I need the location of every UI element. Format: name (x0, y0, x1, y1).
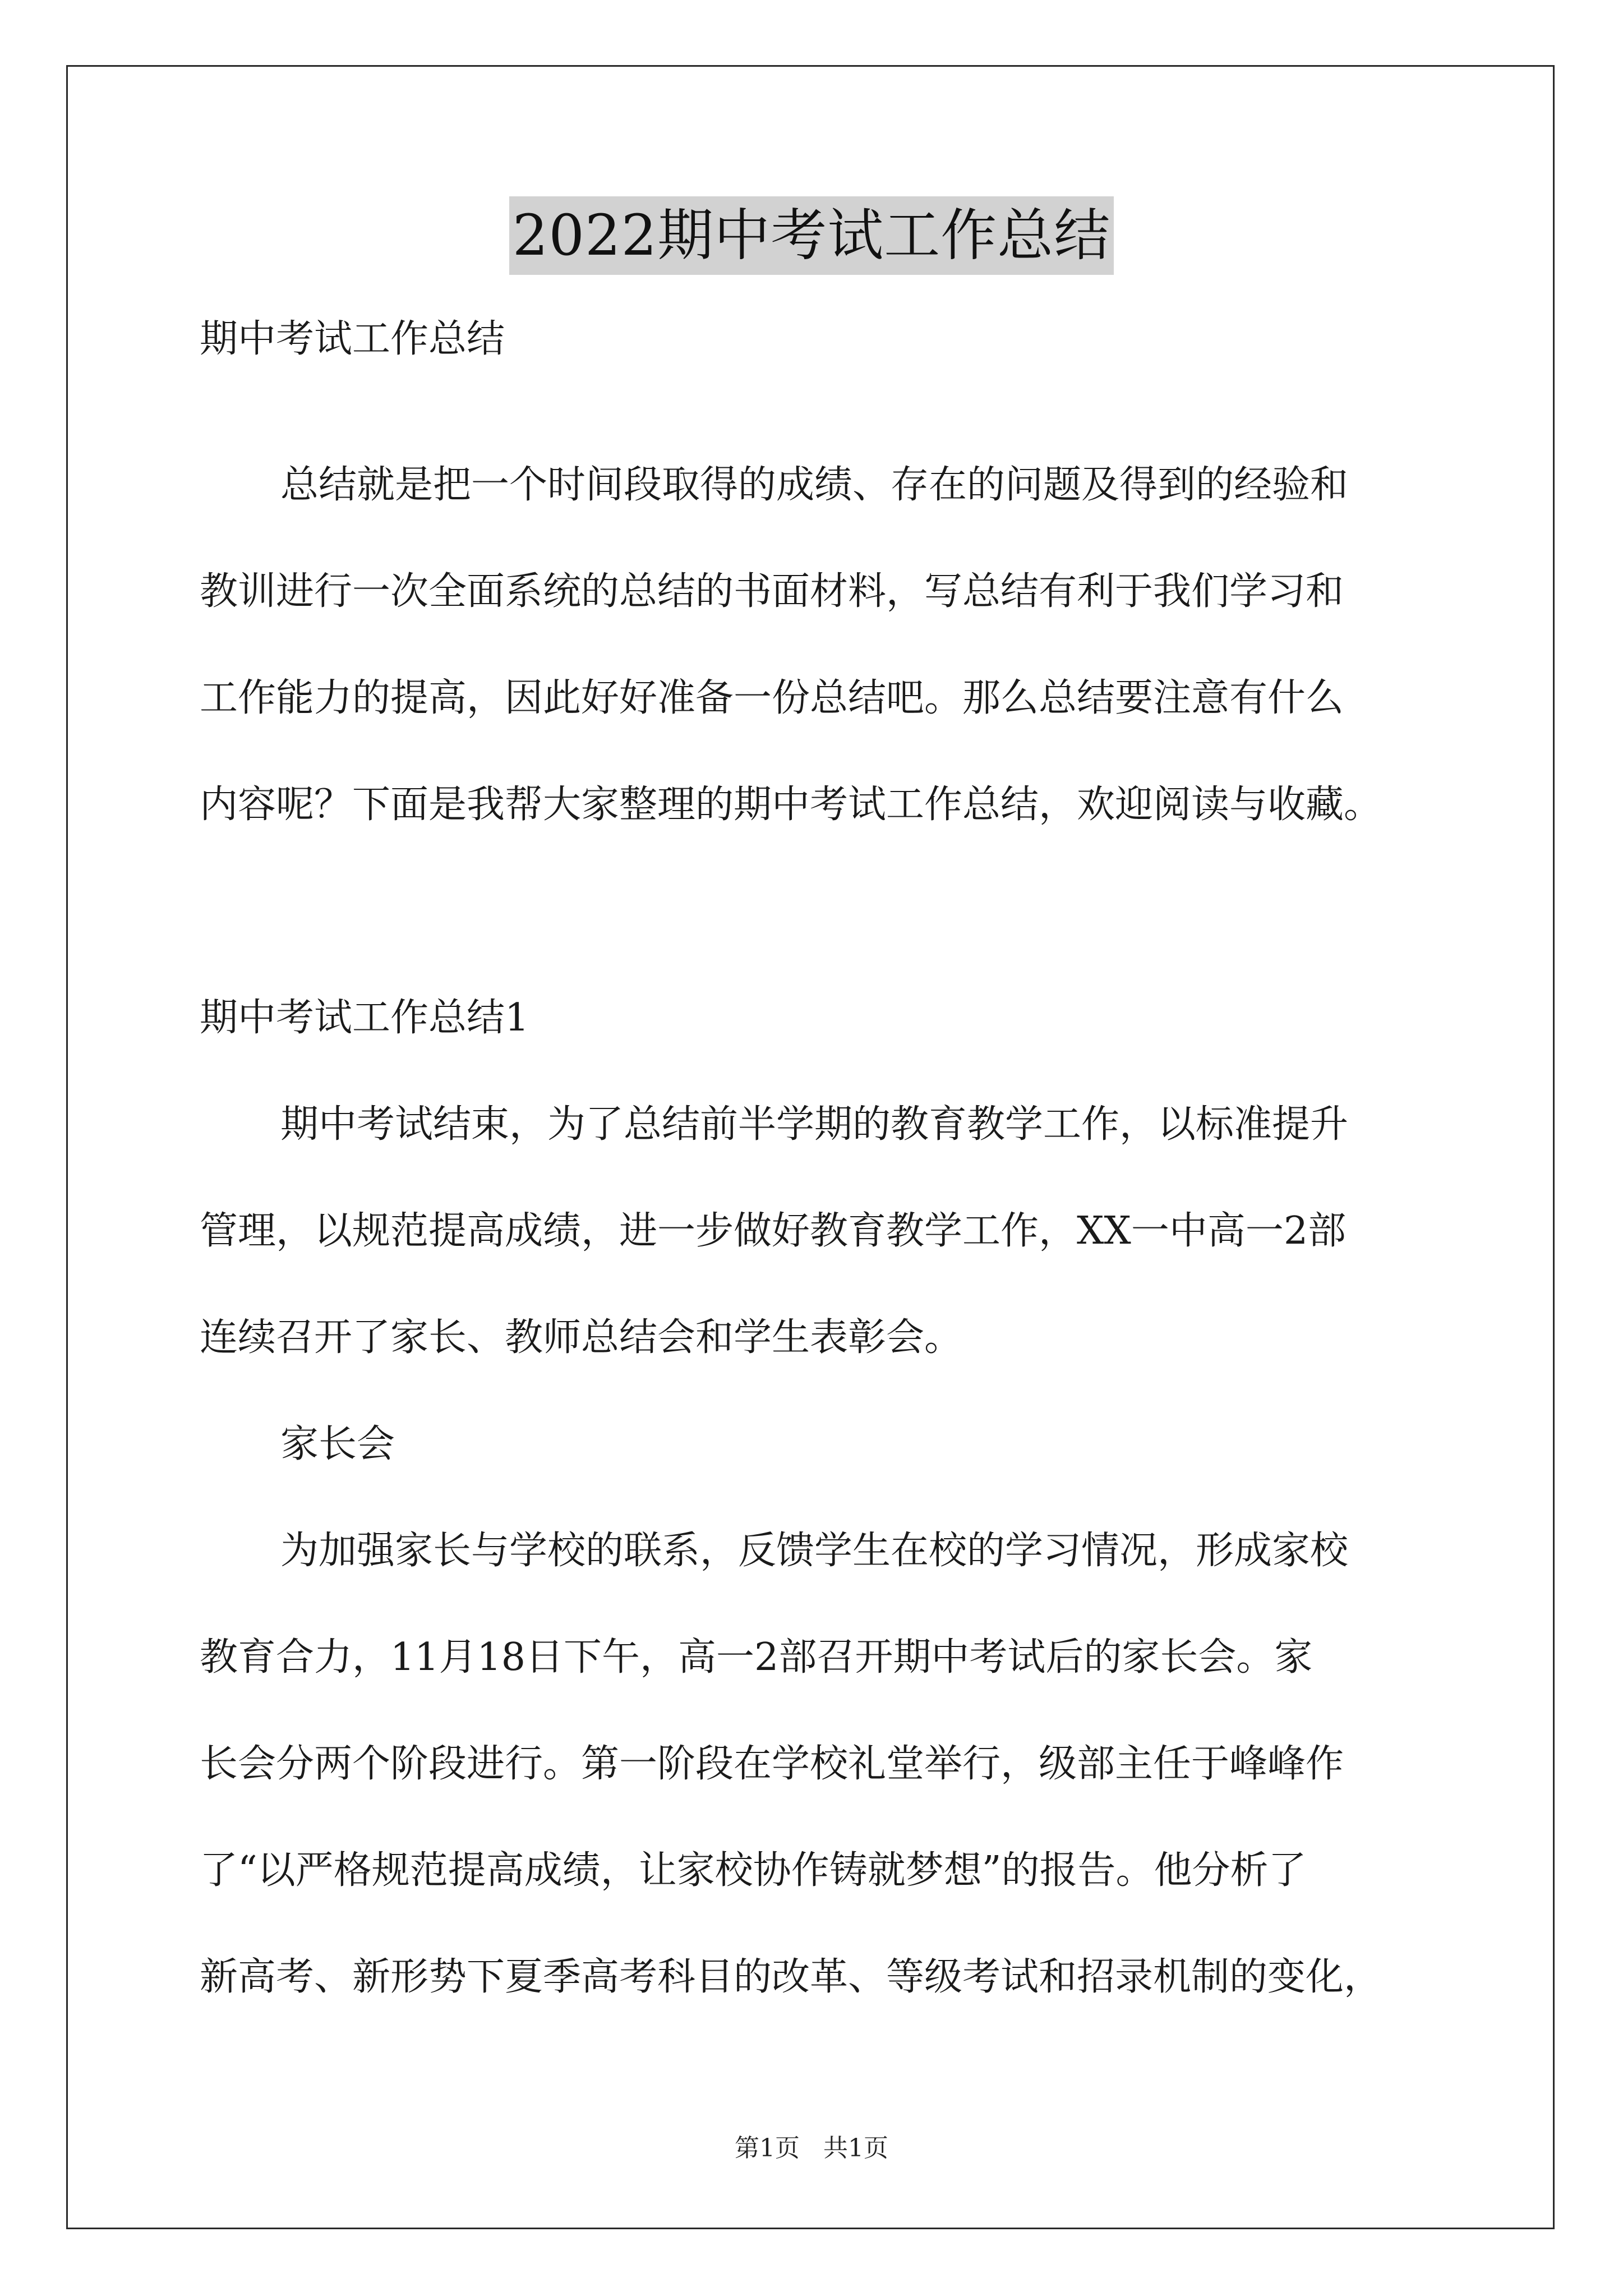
section-heading: 期中考试工作总结1 (200, 996, 529, 1040)
paragraph-line: 教育合力，11月18日下午，高一2部召开期中考试后的家长会。家 (200, 1635, 1313, 1680)
paragraph-line: 期中考试结束，为了总结前半学期的教育教学工作，以标准提升 (280, 1102, 1349, 1147)
paragraph-line: 新高考、新形势下夏季高考科目的改革、等级考试和招录机制的变化， (200, 1955, 1382, 1999)
paragraph-line: 总结就是把一个时间段取得的成绩、存在的问题及得到的经验和 (280, 463, 1349, 507)
paragraph-line: 工作能力的提高，因此好好准备一份总结吧。那么总结要注意有什么 (200, 676, 1344, 720)
paragraph-line: 内容呢？下面是我帮大家整理的期中考试工作总结，欢迎阅读与收藏。 (200, 783, 1382, 827)
section-heading: 期中考试工作总结 (200, 317, 505, 361)
subheading: 家长会 (280, 1422, 395, 1466)
page-total: 共1页 (823, 2134, 888, 2162)
paragraph-line: 了“以严格规范提高成绩，让家校协作铸就梦想”的报告。他分析了 (200, 1848, 1307, 1893)
document-title: 2022期中考试工作总结 (509, 196, 1114, 275)
page-number: 第1页 (735, 2134, 800, 2162)
page-footer (0, 2132, 1623, 2165)
paragraph-line: 为加强家长与学校的联系，反馈学生在校的学习情况，形成家校 (280, 1529, 1349, 1573)
paragraph-line: 长会分两个阶段进行。第一阶段在学校礼堂举行，级部主任于峰峰作 (200, 1742, 1344, 1786)
paragraph-line: 教训进行一次全面系统的总结的书面材料，写总结有利于我们学习和 (200, 569, 1344, 614)
paragraph-line: 管理，以规范提高成绩，进一步做好教育教学工作，XX一中高一2部 (200, 1209, 1347, 1253)
paragraph-line: 连续召开了家长、教师总结会和学生表彰会。 (200, 1315, 963, 1360)
title-container (0, 196, 1623, 275)
